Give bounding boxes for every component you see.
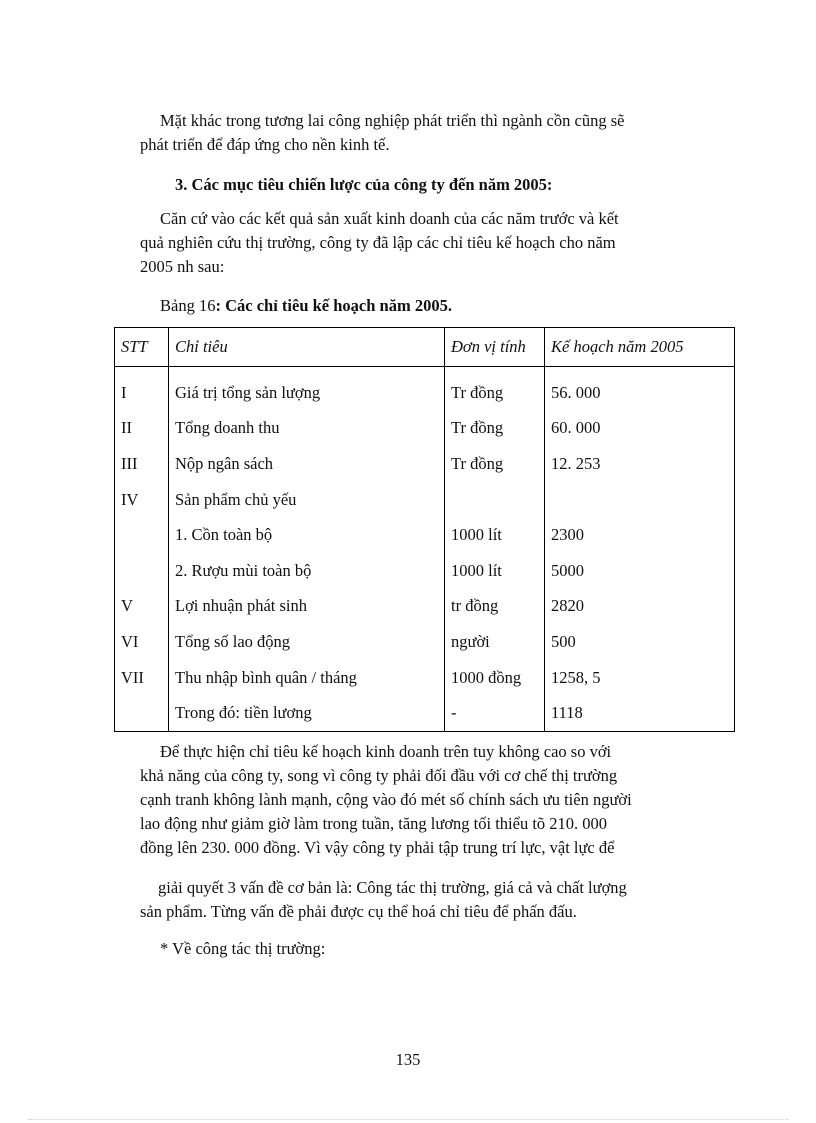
header-plan: Kế hoạch năm 2005 xyxy=(545,328,735,367)
paragraph-intro xyxy=(140,109,696,157)
plan-table xyxy=(114,327,735,732)
caption-prefix: Bảng 16 xyxy=(160,296,216,315)
cell-indicator: 2. Rượu mùi toàn bộ xyxy=(169,553,445,589)
cell-stt: I xyxy=(115,367,169,411)
cell-indicator: Trong đó: tiền lương xyxy=(169,695,445,731)
paragraph-line: giải quyết 3 vấn đề cơ bản là: Công tác thị trường, giá cả và chất lượng xyxy=(158,878,627,897)
cell-plan: 60. 000 xyxy=(545,411,735,447)
cell-indicator: Thu nhập bình quân / tháng xyxy=(169,660,445,696)
paragraph-market-note: * Về công tác thị trường: xyxy=(160,939,326,958)
paragraph-line: 2005 nh sau: xyxy=(140,257,225,276)
table-row xyxy=(115,553,735,589)
table-row xyxy=(115,367,735,411)
page-number: 135 xyxy=(395,1050,421,1069)
table-row xyxy=(115,446,735,482)
paragraph-basis xyxy=(140,207,696,279)
cell-stt: II xyxy=(115,411,169,447)
table-row xyxy=(115,660,735,696)
paragraph-line: Mặt khác trong tương lai công nghiệp phát triển thì ngành cồn cũng sẽ xyxy=(160,111,625,130)
cell-indicator: Nộp ngân sách xyxy=(169,446,445,482)
cell-stt: V xyxy=(115,589,169,625)
cell-stt: VII xyxy=(115,660,169,696)
cell-unit: 1000 lít xyxy=(445,553,545,589)
cell-plan: 1118 xyxy=(545,695,735,731)
cell-unit: Tr đồng xyxy=(445,446,545,482)
table-row xyxy=(115,624,735,660)
cell-indicator: Tổng số lao động xyxy=(169,624,445,660)
header-indicator: Chỉ tiêu xyxy=(169,328,445,367)
cell-plan: 12. 253 xyxy=(545,446,735,482)
cell-stt xyxy=(115,553,169,589)
cell-unit xyxy=(445,482,545,518)
table-row xyxy=(115,589,735,625)
cell-indicator: Tổng doanh thu xyxy=(169,411,445,447)
paragraph-line: quả nghiên cứu thị trường, công ty đã lập các chỉ tiêu kế hoạch cho năm xyxy=(140,233,616,252)
table-row xyxy=(115,695,735,731)
cell-plan: 2300 xyxy=(545,517,735,553)
cell-indicator: Lợi nhuận phát sinh xyxy=(169,589,445,625)
table-caption xyxy=(160,296,452,316)
cell-unit: người xyxy=(445,624,545,660)
page-bottom-divider xyxy=(28,1119,788,1120)
cell-indicator: Sản phẩm chủ yếu xyxy=(169,482,445,518)
cell-plan: 500 xyxy=(545,624,735,660)
cell-plan: 5000 xyxy=(545,553,735,589)
cell-unit: Tr đồng xyxy=(445,367,545,411)
paragraph-line: Căn cứ vào các kết quả sản xuất kinh doanh của các năm trước và kết xyxy=(160,209,619,228)
caption-title: : Các chỉ tiêu kế hoạch năm 2005. xyxy=(215,296,452,315)
paragraph-line: Để thực hiện chỉ tiêu kế hoạch kinh doanh trên tuy không cao so với xyxy=(160,742,612,761)
cell-stt: IV xyxy=(115,482,169,518)
table-header-row xyxy=(115,328,735,367)
header-stt: STT xyxy=(115,328,169,367)
cell-indicator: 1. Cồn toàn bộ xyxy=(169,517,445,553)
paragraph-line: cạnh tranh không lành mạnh, cộng vào đó mét số chính sách ưu tiên người xyxy=(140,790,632,809)
paragraph-line: sản phẩm. Từng vấn đề phải được cụ thể hoá chỉ tiêu để phấn đấu. xyxy=(140,902,577,921)
table-row xyxy=(115,411,735,447)
paragraph-implementation xyxy=(140,740,696,860)
table-row xyxy=(115,517,735,553)
section-heading: 3. Các mục tiêu chiến lược của công ty đến năm 2005: xyxy=(175,175,553,194)
cell-plan xyxy=(545,482,735,518)
paragraph-line: lao động như giảm giờ làm trong tuần, tăng lương tối thiểu tõ 210. 000 xyxy=(140,814,608,833)
paragraph-line: khả năng của công ty, song vì công ty phải đối đầu với cơ chế thị trường xyxy=(140,766,618,785)
header-unit: Đơn vị tính xyxy=(445,328,545,367)
cell-unit: Tr đồng xyxy=(445,411,545,447)
cell-plan: 1258, 5 xyxy=(545,660,735,696)
cell-stt: VI xyxy=(115,624,169,660)
cell-unit: - xyxy=(445,695,545,731)
cell-unit: 1000 lít xyxy=(445,517,545,553)
cell-unit: 1000 đồng xyxy=(445,660,545,696)
cell-plan: 2820 xyxy=(545,589,735,625)
cell-stt xyxy=(115,695,169,731)
paragraph-line: phát triển để đáp ứng cho nền kinh tế. xyxy=(140,135,390,154)
cell-unit: tr đồng xyxy=(445,589,545,625)
cell-plan: 56. 000 xyxy=(545,367,735,411)
paragraph-issues xyxy=(140,876,696,924)
cell-stt xyxy=(115,517,169,553)
cell-stt: III xyxy=(115,446,169,482)
table-row xyxy=(115,482,735,518)
paragraph-line: đồng lên 230. 000 đồng. Vì vậy công ty phải tập trung trí lực, vật lực để xyxy=(140,838,615,857)
cell-indicator: Giá trị tổng sản lượng xyxy=(169,367,445,411)
